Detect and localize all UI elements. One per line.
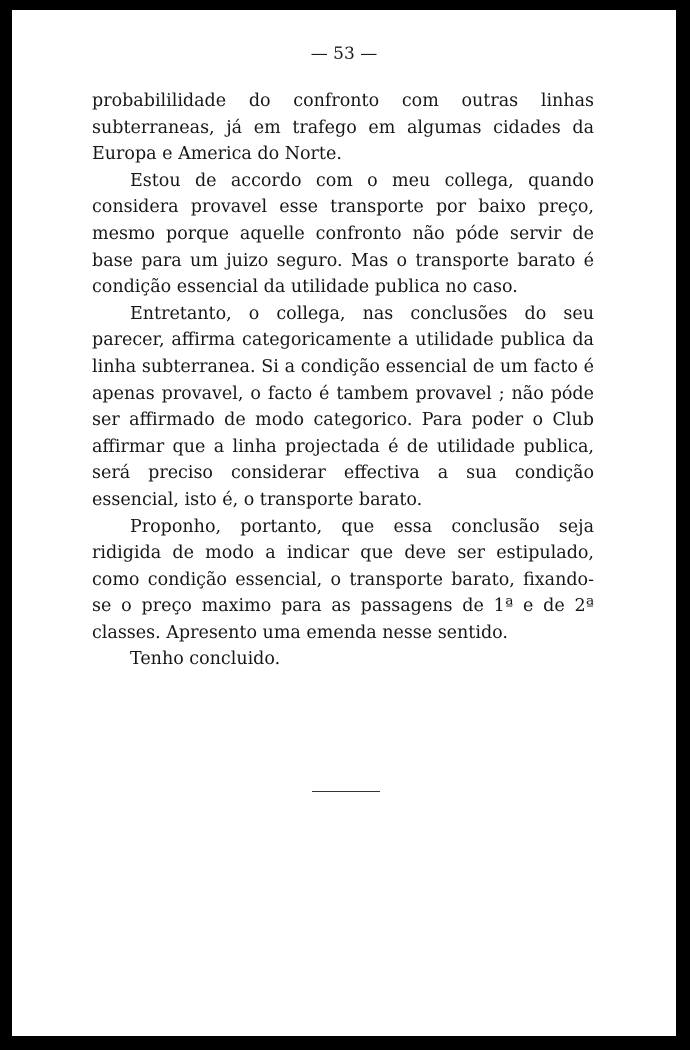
section-end-rule <box>312 791 380 792</box>
paragraph-closing: Tenho concluido. <box>130 649 281 670</box>
body-text <box>92 88 594 673</box>
paragraph-continuation: probabililidade do confronto com outras linhas subterraneas, já em trafego em algumas cidades da Europa e America do Norte. <box>92 91 594 165</box>
paragraph-proposal: Proponho, portanto, que essa conclusão seja ridigida de modo a indicar que deve ser estipulado, como condição essencial, o transporte barato, fixando-se o preço maximo para as passagens de 1ª e de 2ª classes. Apresento uma emenda nesse sentido. <box>92 516 594 643</box>
document-page <box>12 10 676 1036</box>
paragraph-conclusions: Entretanto, o collega, nas conclusões do seu parecer, affirma categoricamente a utilidade publica da linha subterranea. Si a condição essencial de um facto é apenas provavel, o facto é tambem provavel ; não póde ser affirmado de modo categorico. Para poder o Club affirmar que a linha projectada é de utilidade publica, será preciso considerar effectiva a sua condição essencial, isto é, o transporte barato. <box>92 303 594 510</box>
paragraph-agreement: Estou de accordo com o meu collega, quando considera provavel esse transporte por baixo preço, mesmo porque aquelle confronto não póde servir de base para um juizo seguro. Mas o transporte barato é condição essencial da utilidade publica no caso. <box>92 170 594 298</box>
page-number: — 53 — <box>310 44 378 64</box>
